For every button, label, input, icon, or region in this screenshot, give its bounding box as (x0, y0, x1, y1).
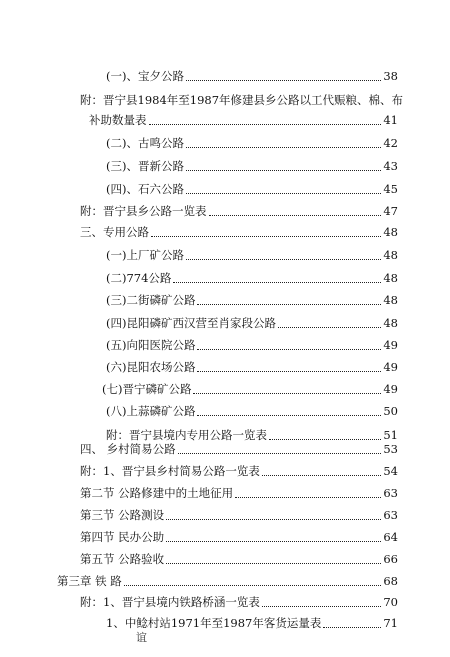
toc-entry-label: (二)774公路 (106, 271, 172, 285)
toc-entry-page: 63 (383, 508, 398, 522)
toc-entry-label: (一)、宝夕公路 (106, 69, 184, 83)
dot-leader (186, 258, 381, 260)
dot-leader (166, 518, 381, 520)
toc-entry (106, 266, 398, 286)
toc-entry-page: 48 (383, 316, 398, 330)
toc-entry-label: 第三节 公路测设 (80, 508, 165, 522)
toc-entry-page: 71 (383, 616, 398, 630)
toc-entry-page: 48 (383, 225, 398, 239)
dot-leader (186, 146, 381, 148)
toc-entry-label: (一)上厂矿公路 (106, 248, 184, 262)
dot-leader (278, 326, 381, 328)
toc-entry (106, 243, 398, 263)
toc-entry (57, 569, 398, 589)
toc-entry-label: (八)上蒜磷矿公路 (106, 404, 196, 418)
toc-entry (80, 459, 398, 479)
toc-entry-label: 第四节 民办公助 (80, 530, 165, 544)
toc-entry-label: 三、专用公路 (80, 225, 149, 239)
dot-leader (186, 169, 381, 171)
toc-entry (106, 288, 398, 308)
toc-entry-label-cont: 补助数量表 (89, 113, 147, 127)
toc-entry (80, 481, 398, 501)
dot-leader (262, 605, 382, 607)
toc-entry (106, 399, 398, 419)
dot-leader (166, 562, 381, 564)
toc-entry-page: 63 (383, 486, 398, 500)
toc-entry-page: 41 (383, 113, 398, 127)
toc-entry (80, 590, 398, 610)
toc-entry (106, 131, 398, 151)
toc-entry (106, 177, 398, 197)
toc-entry-page: 42 (383, 136, 398, 150)
dot-leader (173, 281, 381, 283)
dot-leader (197, 414, 381, 416)
toc-entry (80, 220, 398, 240)
dot-leader (124, 584, 382, 586)
toc-entry-page: 48 (383, 293, 398, 307)
toc-entry-label: 附：晋宁县1984年至1987年修建县乡公路以工代赈粮、棉、布 (80, 93, 404, 107)
toc-entry-label: 第三章 铁 路 (57, 574, 122, 588)
dot-leader (323, 626, 381, 628)
toc-entry-page: 49 (383, 382, 398, 396)
stamp-mark: 谊 (136, 631, 147, 644)
toc-entry-label: (七)晋宁磷矿公路 (102, 382, 192, 396)
toc-entry (106, 154, 398, 174)
dot-leader (186, 79, 381, 81)
toc-entry-page: 70 (383, 595, 398, 609)
toc-entry-page: 64 (383, 530, 398, 544)
toc-entry (89, 108, 398, 128)
dot-leader (197, 303, 381, 305)
toc-entry-label: 附：1、晋宁县乡村简易公路一览表 (80, 464, 260, 478)
toc-entry-label: 1、中鲶村站1971年至1987年客货运量表 (106, 616, 322, 630)
toc-entry (106, 64, 398, 84)
toc-entry-label: (四)、石六公路 (106, 182, 184, 196)
dot-leader (193, 392, 381, 394)
toc-entry-page: 48 (383, 271, 398, 285)
dot-leader (151, 235, 381, 237)
toc-entry-page: 48 (383, 248, 398, 262)
toc-entry (106, 311, 398, 331)
toc-entry-label: (四)昆阳磷矿西汉营至肖家段公路 (106, 316, 276, 330)
toc-entry-page: 66 (383, 552, 398, 566)
toc-entry-page: 54 (383, 464, 398, 478)
toc-entry-page: 51 (383, 428, 398, 442)
toc-entry (80, 199, 398, 219)
toc-entry-label: 附：晋宁县境内专用公路一览表 (106, 428, 267, 442)
dot-leader (209, 214, 382, 216)
toc-entry-label: 四、 乡村简易公路 (80, 442, 176, 456)
toc-entry (106, 333, 398, 353)
toc-entry-label: (五)向阳医院公路 (106, 338, 196, 352)
toc-entry (80, 547, 398, 567)
dot-leader (178, 452, 382, 454)
toc-entry (106, 611, 398, 631)
dot-leader (197, 370, 381, 372)
toc-entry-label: (三)、晋新公路 (106, 159, 184, 173)
dot-leader (166, 540, 381, 542)
dot-leader (235, 496, 381, 498)
dot-leader (186, 192, 381, 194)
toc-entry-label: 第二节 公路修建中的土地征用 (80, 486, 234, 500)
toc-entry-label: 附：晋宁县乡公路一览表 (80, 204, 207, 218)
toc-entry-page: 38 (383, 69, 398, 83)
toc-entry-page: 53 (383, 442, 398, 456)
toc-entry (80, 525, 398, 545)
toc-entry-label: (三)二街磷矿公路 (106, 293, 196, 307)
toc-entry-label: 第五节 公路验收 (80, 552, 165, 566)
dot-leader (149, 123, 382, 125)
toc-entry-page: 49 (383, 338, 398, 352)
toc-entry-page: 47 (383, 204, 398, 218)
toc-entry-label: (六)昆阳农场公路 (106, 360, 196, 374)
toc-entry-label: (二)、古鸣公路 (106, 136, 184, 150)
dot-leader (197, 348, 381, 350)
toc-entry-page: 49 (383, 360, 398, 374)
toc-entry-page: 50 (383, 404, 398, 418)
toc-entry-label: 附：1、晋宁县境内铁路桥涵一览表 (80, 595, 260, 609)
toc-entry (80, 503, 398, 523)
toc-entry-page: 45 (383, 182, 398, 196)
dot-leader (262, 474, 382, 476)
toc-entry (106, 355, 398, 375)
toc-entry-page: 68 (383, 574, 398, 588)
toc-entry (80, 437, 398, 457)
toc-entry (102, 377, 398, 397)
toc-entry-page: 43 (383, 159, 398, 173)
